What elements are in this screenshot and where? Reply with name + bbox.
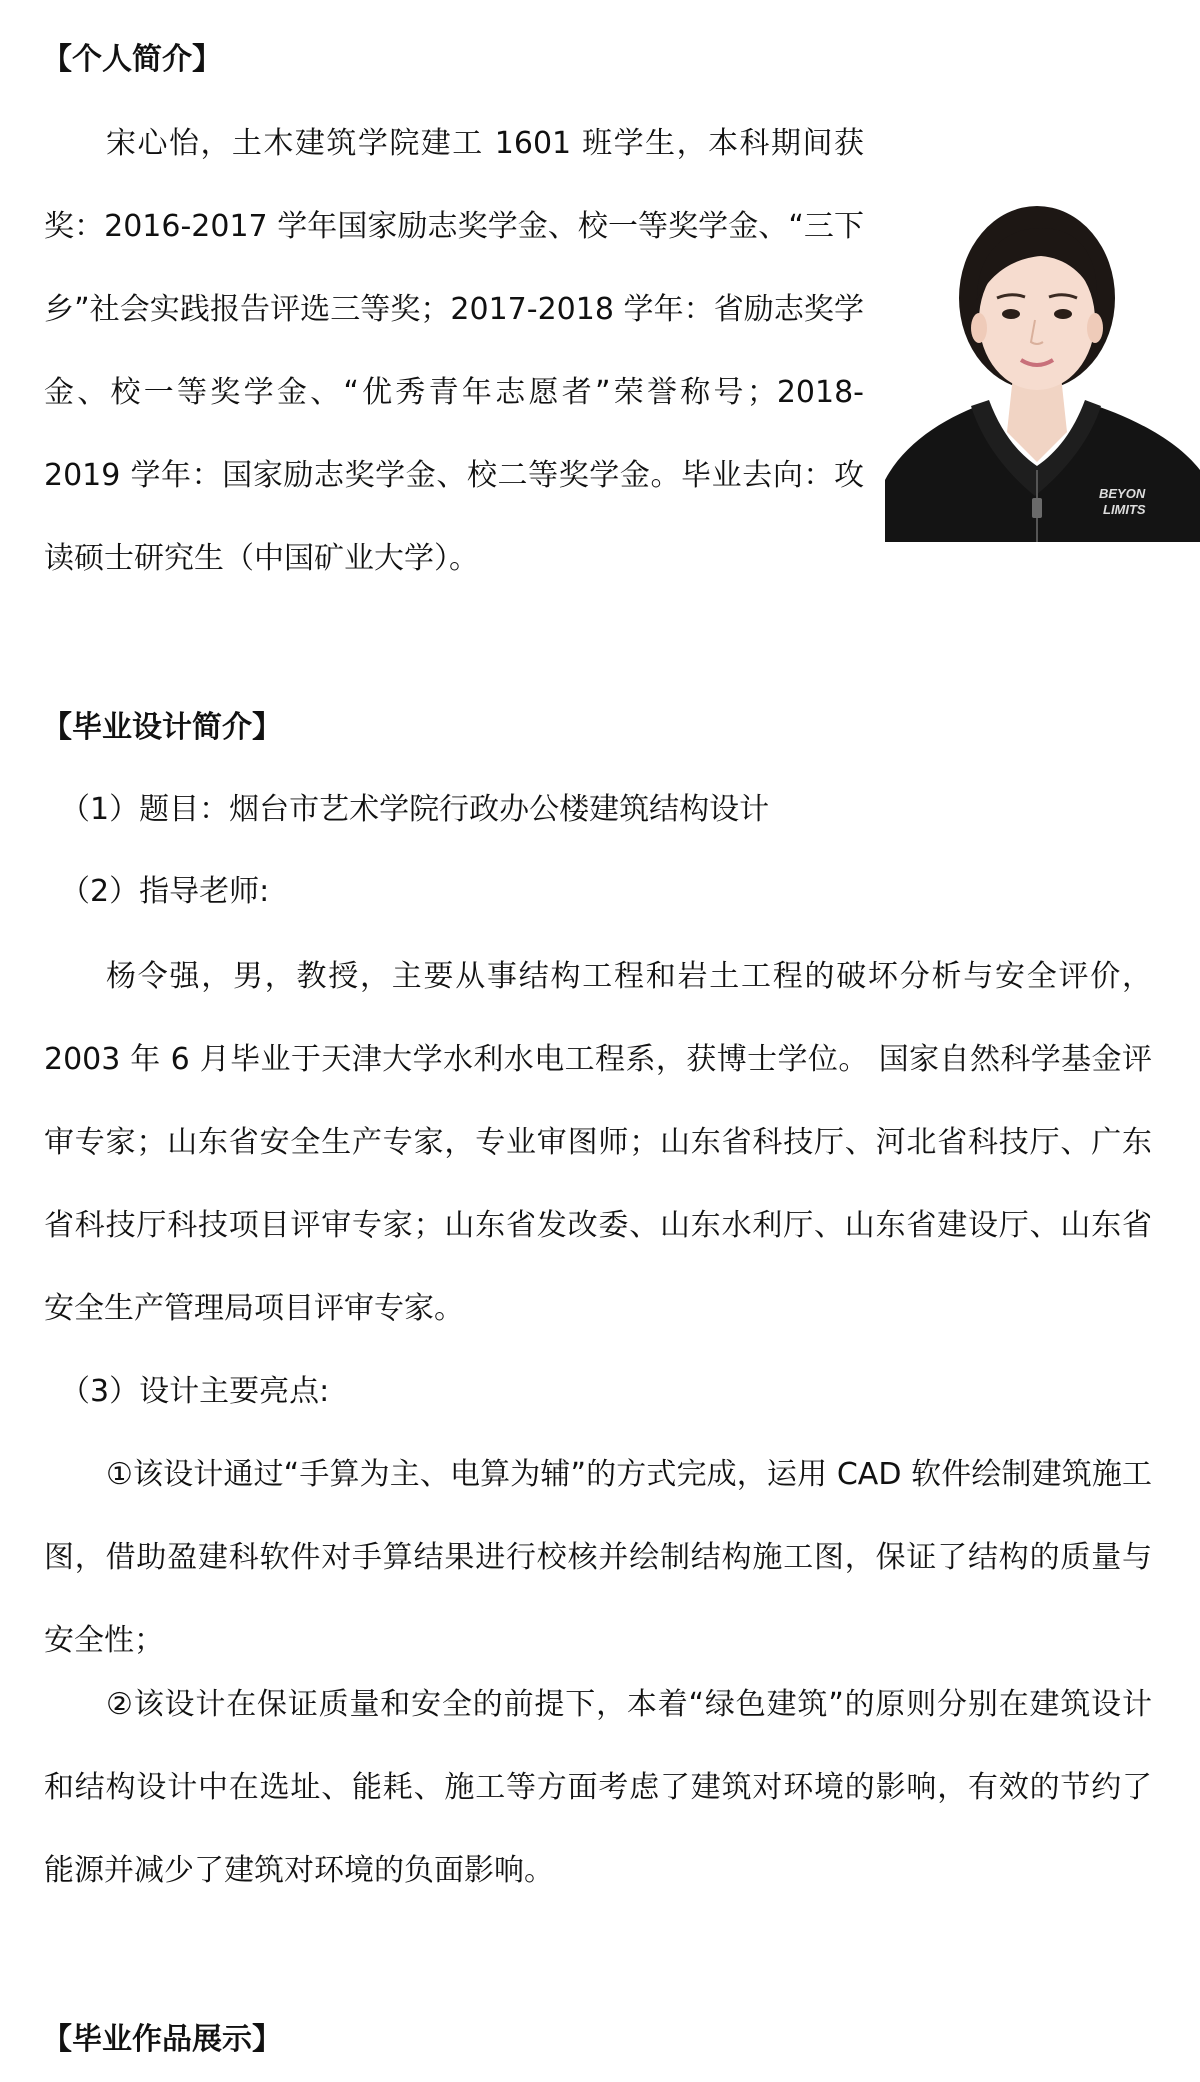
highlights-label: （3）设计主要亮点: [60, 1374, 330, 1409]
shirt-logo-text-2: LIMITS [1103, 502, 1146, 517]
section-heading-intro: 【个人简介】 [42, 42, 222, 77]
intro-paragraph: 宋心怡，土木建筑学院建工 1601 班学生，本科期间获奖：2016-2017 学年国家励志奖学金、校一等奖学金、“三下乡”社会实践报告评选三等奖；2017-2018 学年：省励志奖学金、校一等奖学金、“优秀青年志愿者”荣誉称号；2018-2019 学年：国家励志奖学金、校二等奖学金。毕业去向：攻读硕士研究生（中国矿业大学）。 [44, 126, 864, 576]
highlight-item-2: ②该设计在保证质量和安全的前提下，本着“绿色建筑”的原则分别在建筑设计和结构设计中在选址、能耗、施工等方面考虑了建筑对环境的影响，有效的节约了能源并减少了建筑对环境的负面影响。 [44, 1687, 1152, 1888]
design-topic: （1）题目：烟台市艺术学院行政办公楼建筑结构设计 [60, 792, 770, 827]
highlight-item-1: ①该设计通过“手算为主、电算为辅”的方式完成，运用 CAD 软件绘制建筑施工图，借助盈建科软件对手算结果进行校核并绘制结构施工图，保证了结构的质量与安全性； [44, 1457, 1152, 1658]
section-heading-works: 【毕业作品展示】 [42, 2022, 282, 2057]
advisor-label: （2）指导老师: [60, 874, 270, 909]
student-portrait-photo [885, 180, 1200, 542]
shirt-logo-text-1: BEYON [1099, 486, 1146, 501]
advisor-paragraph: 杨令强，男，教授，主要从事结构工程和岩土工程的破坏分析与安全评价，2003 年 6 月毕业于天津大学水利水电工程系，获博士学位。 国家自然科学基金评审专家；山东省安全生产专家，专业审图师；山东省科技厅、河北省科技厅、广东省科技厅科技项目评审专家；山东省发改委、山东水利厅、山东省建设厅、山东省安全生产管理局项目评审专家。 [44, 959, 1152, 1326]
section-heading-design: 【毕业设计简介】 [42, 710, 282, 745]
